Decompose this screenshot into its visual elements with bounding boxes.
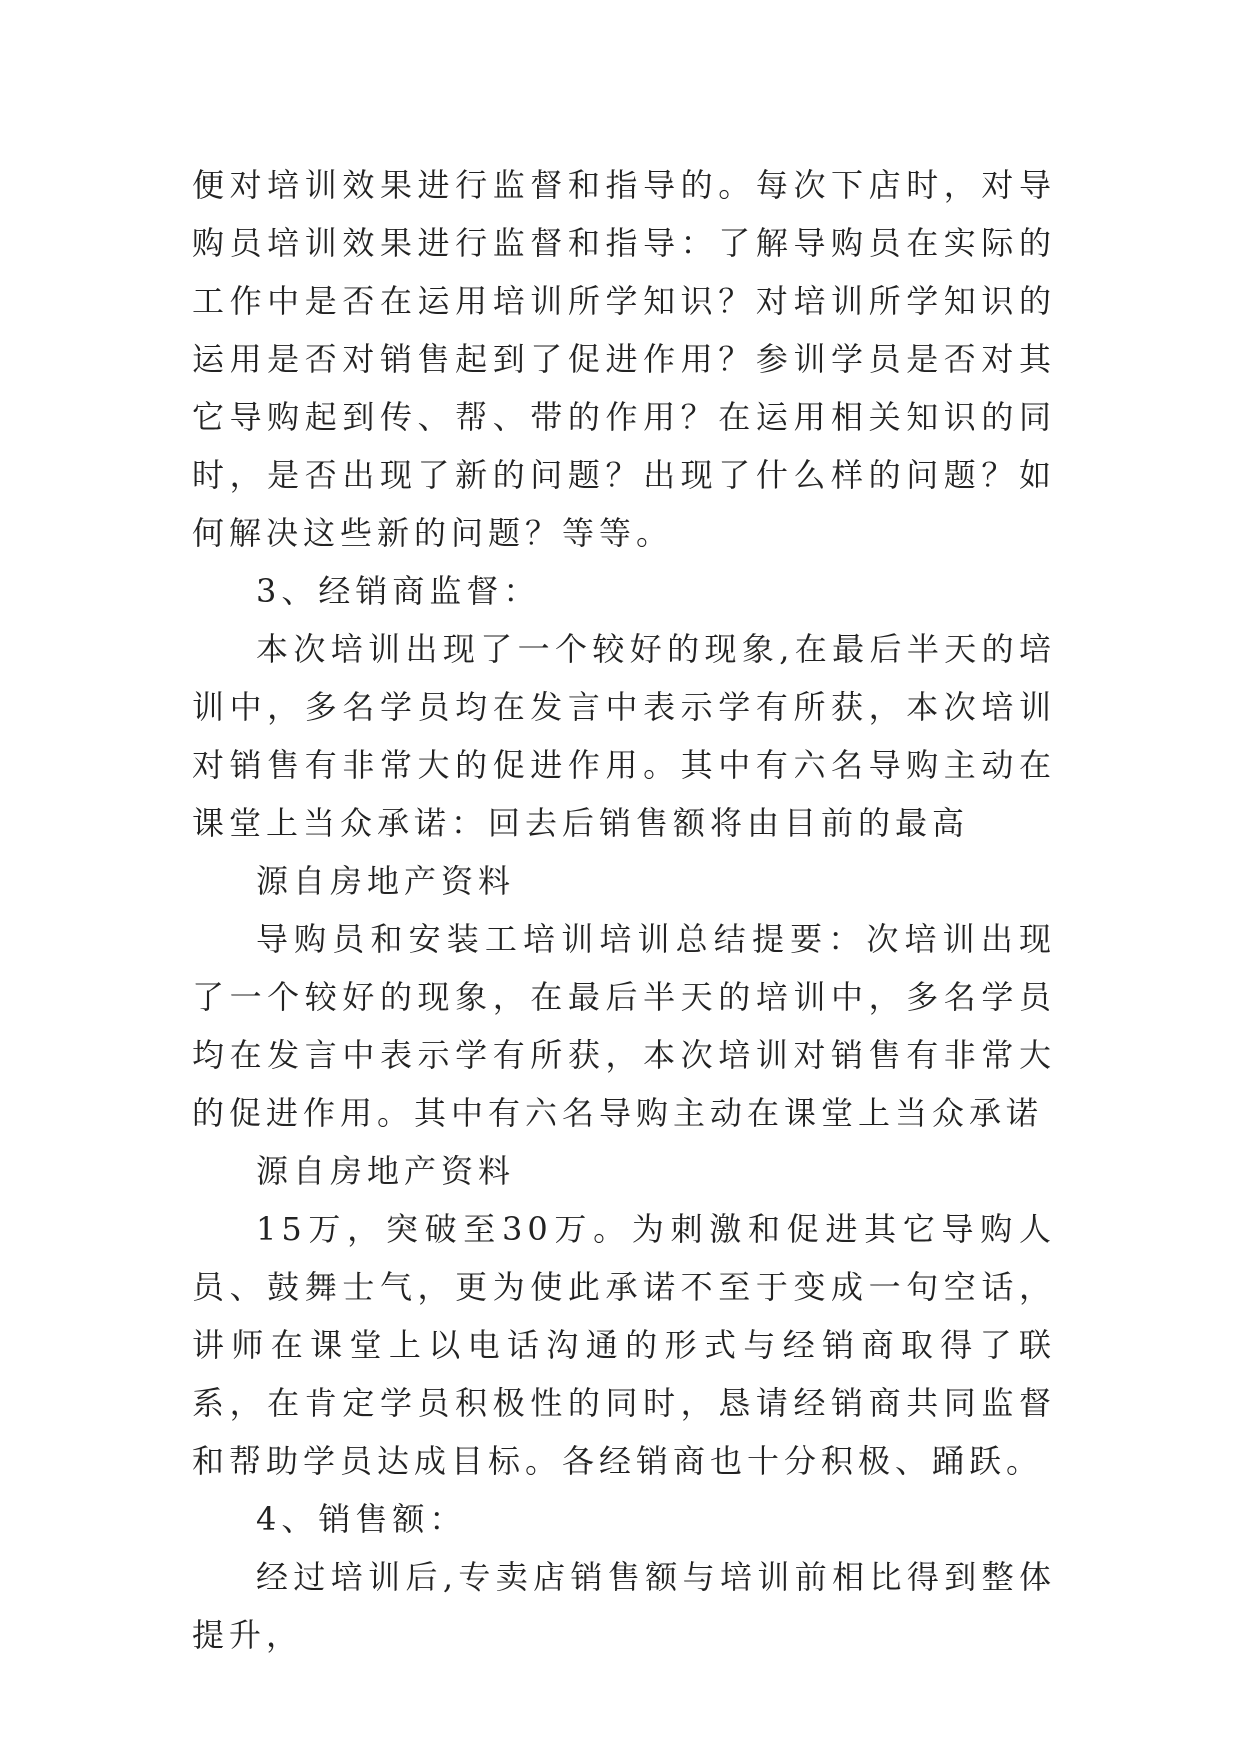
source-note: 源自房地产资料 [256, 1152, 516, 1190]
paragraph: 导购员和安装工培训培训总结提要：次培训出现了一个较好的现象，在最后半天的培训中，多名学员均在发言中表示学有所获，本次培训对销售有非常大的促进作用。其中有六名导购主动在课堂上当众承诺 [192, 920, 1056, 1132]
paragraph: 本次培训出现了一个较好的现象,在最后半天的培训中，多名学员均在发言中表示学有所获，本次培训对销售有非常大的促进作用。其中有六名导购主动在课堂上当众承诺：回去后销售额将由目前的最高 [192, 630, 1056, 842]
body-text [192, 156, 1056, 1664]
paragraph: 便对培训效果进行监督和指导的。每次下店时，对导购员培训效果进行监督和指导：了解导购员在实际的工作中是否在运用培训所学知识？对培训所学知识的运用是否对销售起到了促进作用？参训学员是否对其它导购起到传、帮、带的作用？在运用相关知识的同时，是否出现了新的问题？出现了什么样的问题？如何解决这些新的问题？等等。 [192, 166, 1056, 552]
paragraph: 经过培训后,专卖店销售额与培训前相比得到整体提升， [192, 1558, 1056, 1654]
section-heading-sales: 4、销售额： [256, 1500, 467, 1538]
paragraph: 15万，突破至30万。为刺激和促进其它导购人员、鼓舞士气，更为使此承诺不至于变成一句空话，讲师在课堂上以电话沟通的形式与经销商取得了联系，在肯定学员积极性的同时，恳请经销商共同监督和帮助学员达成目标。各经销商也十分积极、踊跃。 [192, 1210, 1056, 1480]
section-heading-distributor-supervision: 3、经销商监督： [256, 572, 541, 610]
source-note: 源自房地产资料 [256, 862, 516, 900]
